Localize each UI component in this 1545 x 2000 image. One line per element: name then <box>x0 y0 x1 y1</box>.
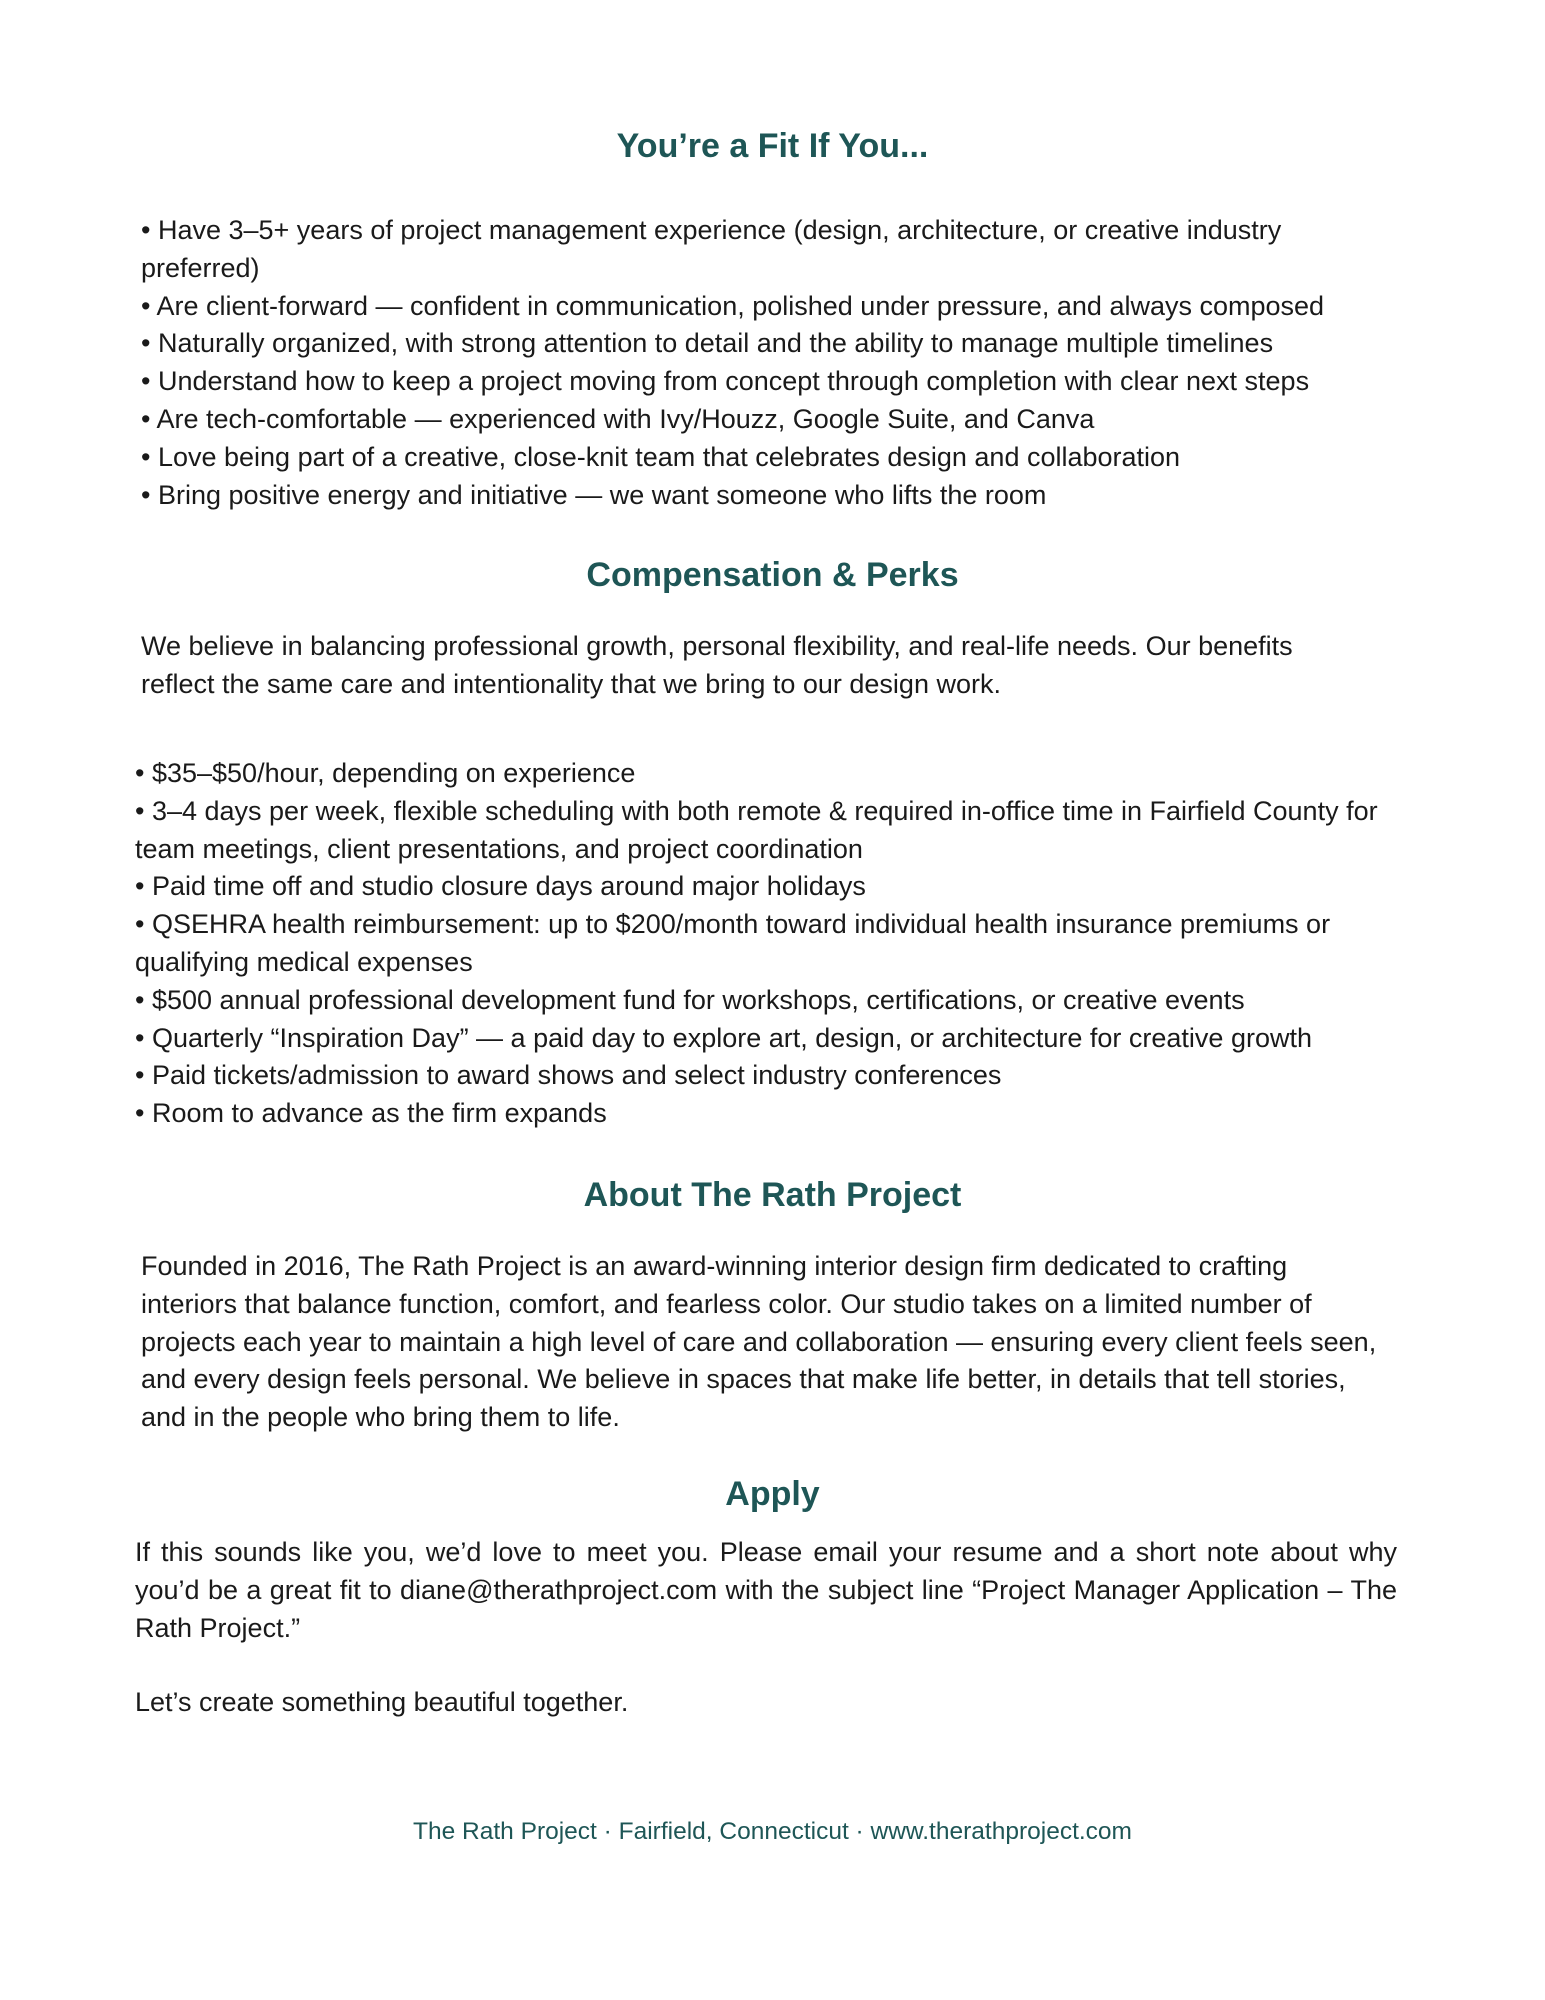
compensation-intro: We believe in balancing professional growth, personal flexibility, and real-life needs. Our benefits reflect the same care and intentionality that we bring to our design work. <box>141 631 1293 699</box>
list-item: • Naturally organized, with strong attention to detail and the ability to manage multiple timelines <box>141 328 1274 359</box>
apply-body: If this sounds like you, we’d love to meet you. Please email your resume and a short note about why you’d be a great fit to diane@therathproject.com with the subject line “Project Manager Application – The Rath Project.” <box>135 1537 1397 1643</box>
list-item: • Love being part of a creative, close-knit team that celebrates design and collaboration <box>141 441 1181 472</box>
compensation-heading: Compensation & Perks <box>586 556 959 594</box>
list-item: • Bring positive energy and initiative — we want someone who lifts the room <box>141 479 1047 510</box>
perks-list <box>135 755 1405 1133</box>
list-item: • Understand how to keep a project moving from concept through completion with clear next steps <box>141 366 1310 397</box>
about-heading: About The Rath Project <box>583 1176 962 1214</box>
fit-list <box>141 212 1371 514</box>
list-item: • Room to advance as the firm expands <box>135 1098 607 1129</box>
list-item: • 3–4 days per week, flexible scheduling with both remote & required in-office time in Fairfield County for team meetings, client presentations, and project coordination <box>135 795 1378 864</box>
fit-heading: You’re a Fit If You... <box>616 127 929 165</box>
apply-closing: Let’s create something beautiful together. <box>135 1687 629 1717</box>
footer-text: The Rath Project · Fairfield, Connecticut · www.therathproject.com <box>413 1818 1132 1845</box>
about-body: Founded in 2016, The Rath Project is an award-winning interior design firm dedicated to crafting interiors that balance function, comfort, and fearless color. Our studio takes on a limited number of projects each year to maintain a high level of care and collaboration — ensuring every client feels seen, and every design feels personal. We believe in spaces that make life better, in details that tell stories, and in the people who bring them to life. <box>141 1251 1377 1433</box>
list-item: • $500 annual professional development fund for workshops, certifications, or creative events <box>135 984 1245 1015</box>
list-item: • Paid tickets/admission to award shows and select industry conferences <box>135 1060 1002 1091</box>
list-item: • Are client-forward — confident in communication, polished under pressure, and always composed <box>141 290 1325 321</box>
list-item: • Quarterly “Inspiration Day” — a paid day to explore art, design, or architecture for creative growth <box>135 1022 1312 1053</box>
list-item: • QSEHRA health reimbursement: up to $200/month toward individual health insurance premiums or qualifying medical expenses <box>135 909 1331 977</box>
list-item: • $35–$50/hour, depending on experience <box>135 758 636 788</box>
list-item: • Paid time off and studio closure days around major holidays <box>135 871 866 902</box>
list-item: • Are tech-comfortable — experienced with Ivy/Houzz, Google Suite, and Canva <box>141 403 1095 434</box>
list-item: • Have 3–5+ years of project management experience (design, architecture, or creative industry preferred) <box>141 215 1282 283</box>
apply-heading: Apply <box>725 1475 820 1513</box>
